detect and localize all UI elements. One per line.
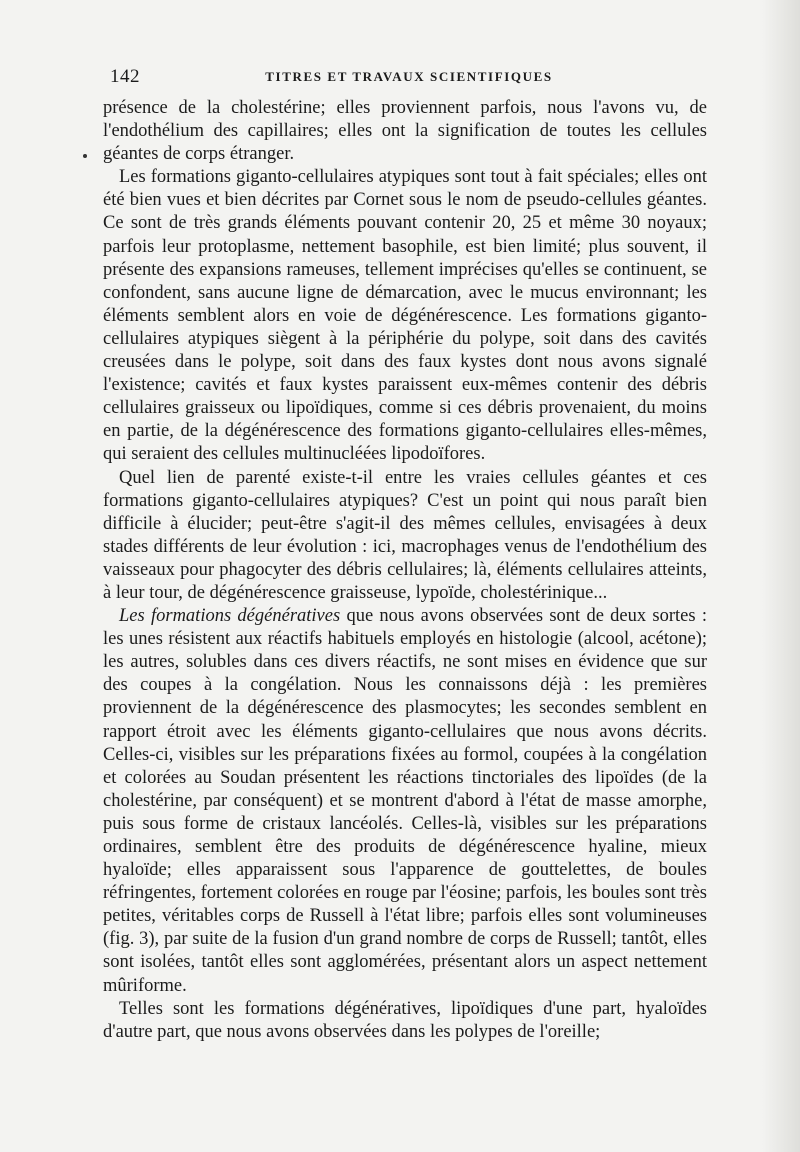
paragraph-2: Les formations giganto-cellulaires atypiques sont tout à fait spéciales; elles ont été bien vues et bien décrites par Cornet sous le nom de pseudo-cellules géantes. Ce sont de très grands éléments pouvant contenir 20, 25 et même 30 noyaux; parfois leur protoplasme, nettement basophile, est bien limité; plus souvent, il présente des expansions rameuses, tellement imprécises qu'elles se continuent, se confondent, sans aucune ligne de démarcation, avec le mucus environnant; les éléments semblent alors en voie de dégénérescence. Les formations giganto-cellulaires atypiques siègent à la périphérie du polype, soit dans des cavités creusées dans le polype, soit dans des faux kystes dont nous avons signalé l'existence; cavités et faux kystes paraissent eux-mêmes contenir des débris cellulaires graisseux ou lipoïdiques, comme si ces débris provenaient, du moins en partie, de la dégénérescence des formations giganto-cellulaires elles-mêmes, qui seraient des cellules multinucléées lipodoïfores. (103, 167, 707, 465)
paragraph-5: Telles sont les formations dégénératives, lipoïdiques d'une part, hyaloïdes d'autre part, que nous avons observées dans les polypes de l'oreille; (103, 998, 707, 1042)
paragraph-4-text: que nous avons observées sont de deux sortes : les unes résistent aux réactifs habituels employés en histologie (alcool, acétone); les autres, solubles dans ces divers réactifs, ne sont mises en évidence que sur des coupes à la congélation. Nous les connaissons déjà : les premières proviennent de la dégénérescence des plasmocytes; les secondes semblent en rapport étroit avec les éléments giganto-cellulaires que nous avons décrits. Celles-ci, visibles sur les préparations fixées au formol, coupées à la congélation et colorées au Soudan présentent les réactions tinctoriales des lipoïdes (de la cholestérine, par conséquent) et se montrent d'abord à l'état de masse amorphe, puis sous forme de cristaux lancéolés. Celles-là, visibles sur les préparations ordinaires, semblent être des produits de dégénérescence hyaline, mieux hyaloïde; elles apparaissent sous l'apparence de gouttelettes, de boules réfringentes, fortement colorées en rouge par l'éosine; parfois, les boules sont très petites, véritables corps de Russell à l'état libre; parfois elles sont volumineuses (fig. 3), par suite de la fusion d'un grand nombre de corps de Russell; tantôt, elles sont isolées, tantôt elles sont agglomérées, présentant alors un aspect nettement mûriforme. (103, 606, 707, 996)
body-text (103, 97, 707, 1044)
paragraph-4-italic-lead: Les formations dégénératives (119, 606, 341, 627)
page-header (110, 60, 708, 92)
page-edge-shadow (762, 0, 800, 1152)
running-head: TITRES ET TRAVAUX SCIENTIFIQUES (265, 69, 553, 84)
paragraph-3: Quel lien de parenté existe-t-il entre les vraies cellules géantes et ces formations giganto-cellulaires atypiques? C'est un point qui nous paraît bien difficile à élucider; peut-être s'agit-il des mêmes cellules, envisagées à deux stades différents de leur évolution : ici, macrophages venus de l'endothélium des vaisseaux pour phagocyter des débris cellulaires; là, éléments cellulaires atteints, à leur tour, de dégénérescence graisseuse, lypoïde, cholestérinique... (103, 467, 707, 603)
page-number: 142 (110, 66, 140, 87)
margin-dot (83, 154, 87, 158)
paragraph-4 (103, 605, 707, 998)
paragraph-1: présence de la cholestérine; elles proviennent parfois, nous l'avons vu, de l'endothélium des capillaires; elles ont la signification de toutes les cellules géantes de corps étranger. (103, 98, 707, 165)
